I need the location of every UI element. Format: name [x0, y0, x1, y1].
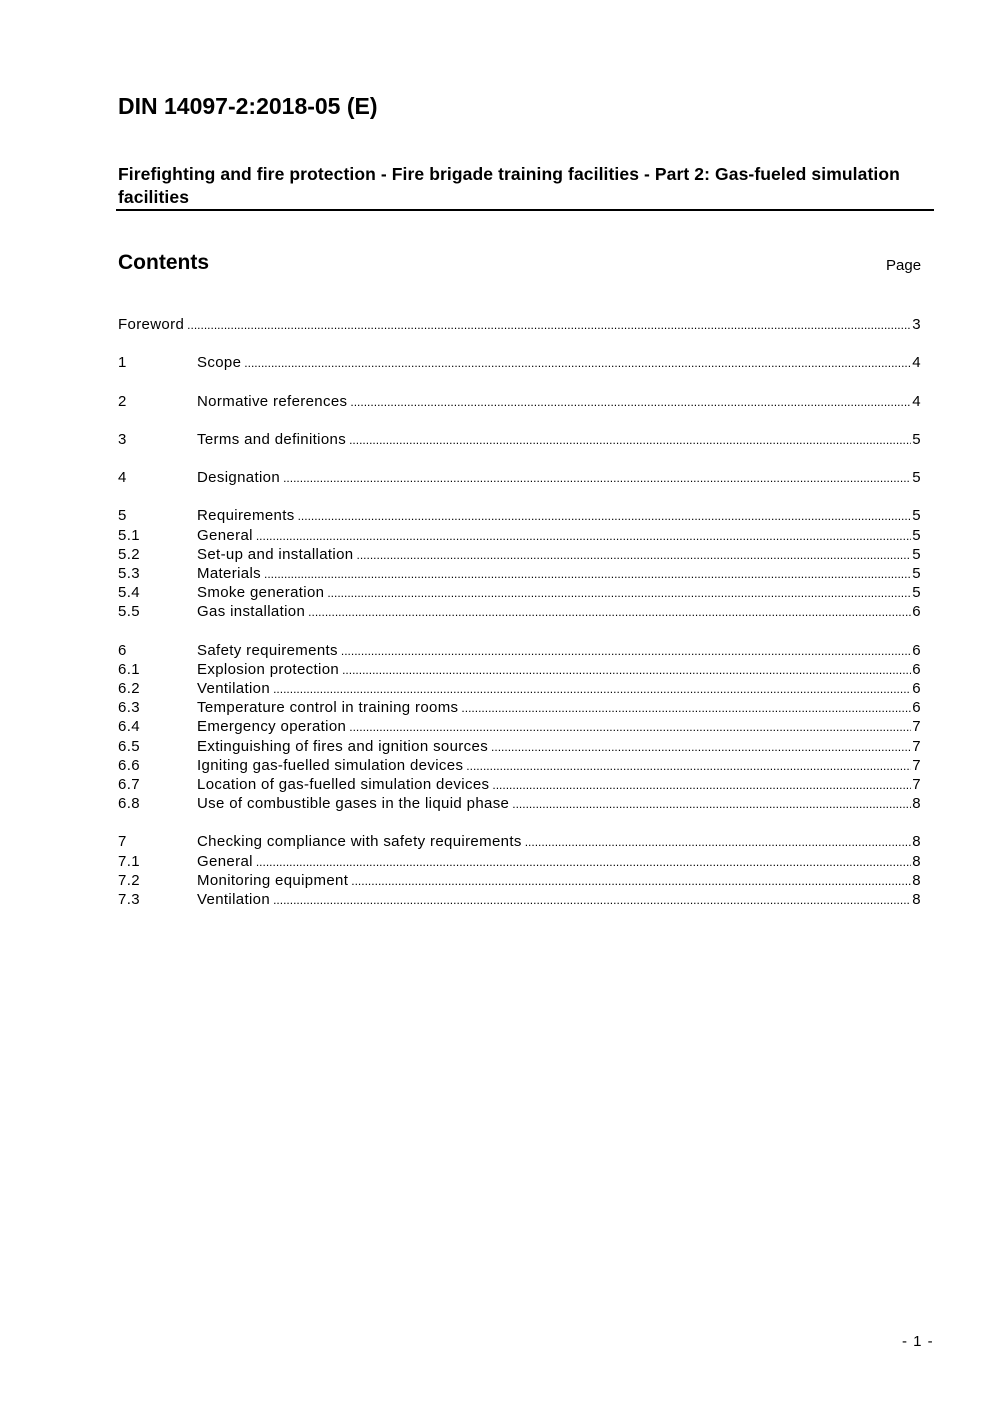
toc-entry-6-4[interactable]	[118, 717, 921, 736]
contents-heading: Contents	[118, 251, 209, 274]
toc-entry-title: Temperature control in training rooms	[197, 699, 459, 717]
toc-entry-number: 6.4	[118, 718, 140, 736]
toc-entry-6-1[interactable]	[118, 660, 921, 679]
toc-entry-page: 5	[912, 430, 921, 448]
toc-entry-4[interactable]	[118, 468, 921, 487]
toc-entry-number: 6.8	[118, 795, 140, 813]
toc-entry-title: Igniting gas-fuelled simulation devices	[197, 756, 464, 774]
toc-entry-number: 5.2	[118, 545, 140, 563]
toc-leader-dots	[187, 316, 911, 335]
toc-entry-6-7[interactable]	[118, 775, 921, 794]
toc-leader-dots	[492, 776, 911, 795]
toc-entry-7-2[interactable]	[118, 871, 921, 890]
toc-entry-7-1[interactable]	[118, 852, 921, 871]
toc-entry-6-6[interactable]	[118, 756, 921, 775]
toc-entry-page: 8	[912, 833, 921, 851]
toc-entry-title: Explosion protection	[197, 660, 340, 678]
toc-entry-number: 2	[118, 392, 127, 410]
toc-leader-dots	[327, 584, 911, 603]
toc-entry-6-8[interactable]	[118, 794, 921, 813]
toc-entry-title: Designation	[197, 469, 281, 487]
toc-entry-page: 6	[912, 680, 921, 697]
toc-entry-number: 7	[118, 833, 127, 851]
toc-entry-5[interactable]	[118, 506, 921, 525]
toc-entry-page: 5	[912, 584, 921, 602]
toc-entry-2[interactable]	[118, 392, 921, 411]
toc-entry-number: 1	[118, 354, 127, 372]
toc-entry-7-3[interactable]	[118, 890, 921, 909]
toc-leader-dots	[256, 853, 911, 872]
toc-entry-title: Gas installation	[197, 603, 306, 621]
toc-entry-title: Terms and definitions	[197, 430, 347, 448]
toc-entry-5-1[interactable]	[118, 526, 921, 545]
toc-leader-dots	[491, 738, 911, 757]
page-column-label: Page	[886, 257, 922, 274]
toc-entry-page: 7	[912, 737, 921, 755]
toc-entry-title: Monitoring equipment	[197, 871, 349, 889]
toc-leader-dots	[273, 891, 911, 910]
toc-entry-title: Ventilation	[197, 680, 271, 697]
toc-leader-dots	[356, 546, 911, 565]
toc-leader-dots	[244, 354, 911, 373]
toc-entry-title: Materials	[197, 564, 261, 582]
toc-entry-number: 6.5	[118, 737, 140, 755]
toc-entry-title: Checking compliance with safety requirements	[197, 833, 522, 851]
toc-leader-dots	[273, 680, 911, 699]
toc-entry-number: 6	[118, 641, 127, 659]
toc-leader-dots	[298, 507, 912, 526]
toc-entry-title: Location of gas-fuelled simulation devices	[197, 775, 490, 793]
toc-leader-dots	[349, 718, 911, 737]
toc-entry-page: 8	[912, 852, 921, 870]
toc-entry-5-5[interactable]	[118, 602, 921, 621]
toc-leader-dots	[512, 795, 911, 814]
toc-leader-dots	[308, 603, 911, 622]
toc-entry-7[interactable]	[118, 832, 921, 851]
toc-entry-title: Extinguishing of fires and ignition sources	[197, 737, 489, 755]
toc-leader-dots	[283, 469, 911, 488]
toc-entry-page: 4	[912, 354, 921, 372]
toc-entry-number: 7.2	[118, 871, 140, 889]
toc-entry-page: 7	[912, 756, 921, 774]
toc-entry-page: 6	[912, 603, 921, 621]
toc-entry-title: Scope	[197, 354, 242, 372]
toc-entry-page: 6	[912, 660, 921, 678]
toc-entry-6-5[interactable]	[118, 737, 921, 756]
toc-entry-number: 6.2	[118, 680, 140, 697]
toc-entry-title: General	[197, 526, 253, 544]
toc-entry-5-3[interactable]	[118, 564, 921, 583]
toc-entry-1[interactable]	[118, 353, 921, 372]
toc-entry-5-4[interactable]	[118, 583, 921, 602]
toc-leader-dots	[349, 431, 911, 450]
toc-entry-number: 7.3	[118, 890, 140, 908]
toc-entry-number: 6.6	[118, 756, 140, 774]
toc-leader-dots	[466, 757, 911, 776]
toc-entry-number: 5.5	[118, 603, 140, 621]
toc-leader-dots	[256, 527, 911, 546]
toc-entry-title: Smoke generation	[197, 584, 325, 602]
toc-entry-page: 7	[912, 775, 921, 793]
toc-entry-page: 7	[912, 718, 921, 736]
toc-entry-3[interactable]	[118, 430, 921, 449]
toc-entry-page: 5	[912, 564, 921, 582]
toc-leader-dots	[264, 565, 911, 584]
toc-entry-title: Safety requirements	[197, 641, 338, 659]
toc-entry-6-2[interactable]	[118, 679, 921, 698]
title-divider	[116, 209, 934, 211]
toc-entry-page: 5	[912, 507, 921, 525]
toc-leader-dots	[525, 833, 912, 852]
toc-entry-number: 5	[118, 507, 127, 525]
page-number: - 1 -	[902, 1333, 934, 1350]
toc-entry-number: 7.1	[118, 852, 140, 870]
toc-entry-number: 6.1	[118, 660, 140, 678]
toc-entry-title: General	[197, 852, 253, 870]
toc-entry-page: 5	[912, 545, 921, 563]
table-of-contents	[118, 315, 921, 909]
toc-entry-page: 8	[912, 890, 921, 908]
toc-entry-title: Set-up and installation	[197, 545, 354, 563]
document-id: DIN 14097-2:2018-05 (E)	[118, 93, 378, 119]
toc-leader-dots	[341, 642, 911, 661]
toc-entry-page: 8	[912, 795, 921, 813]
toc-entry-page: 5	[912, 526, 921, 544]
toc-entry-title: Ventilation	[197, 890, 271, 908]
toc-entry-number: 4	[118, 469, 127, 487]
toc-entry-number: 3	[118, 430, 127, 448]
toc-entry-page: 3	[912, 316, 921, 333]
toc-entry-page: 6	[912, 641, 921, 659]
toc-entry-title: Requirements	[197, 507, 295, 525]
toc-entry-number: 5.3	[118, 564, 140, 582]
toc-entry-page: 4	[912, 392, 921, 410]
toc-leader-dots	[351, 872, 911, 891]
toc-entry-page: 5	[912, 469, 921, 487]
toc-entry-title: Normative references	[197, 392, 348, 410]
toc-entry-number: 5.1	[118, 526, 140, 544]
toc-entry-page: 8	[912, 871, 921, 889]
toc-entry-title: Use of combustible gases in the liquid phase	[197, 795, 510, 813]
toc-entry-number: 6.3	[118, 699, 140, 717]
toc-leader-dots	[461, 699, 911, 718]
toc-entry-foreword[interactable]	[118, 315, 921, 334]
toc-entry-6-3[interactable]	[118, 698, 921, 717]
toc-leader-dots	[350, 393, 911, 412]
toc-entry-5-2[interactable]	[118, 545, 921, 564]
toc-entry-title: Foreword	[118, 316, 185, 333]
toc-entry-number: 5.4	[118, 584, 140, 602]
toc-entry-number: 6.7	[118, 775, 140, 793]
toc-entry-title: Emergency operation	[197, 718, 347, 736]
toc-entry-6[interactable]	[118, 641, 921, 660]
toc-leader-dots	[342, 661, 911, 680]
toc-entry-page: 6	[912, 699, 921, 717]
document-title: Firefighting and fire protection - Fire brigade training facilities - Part 2: Gas-fueled simulation facilities	[118, 164, 900, 207]
